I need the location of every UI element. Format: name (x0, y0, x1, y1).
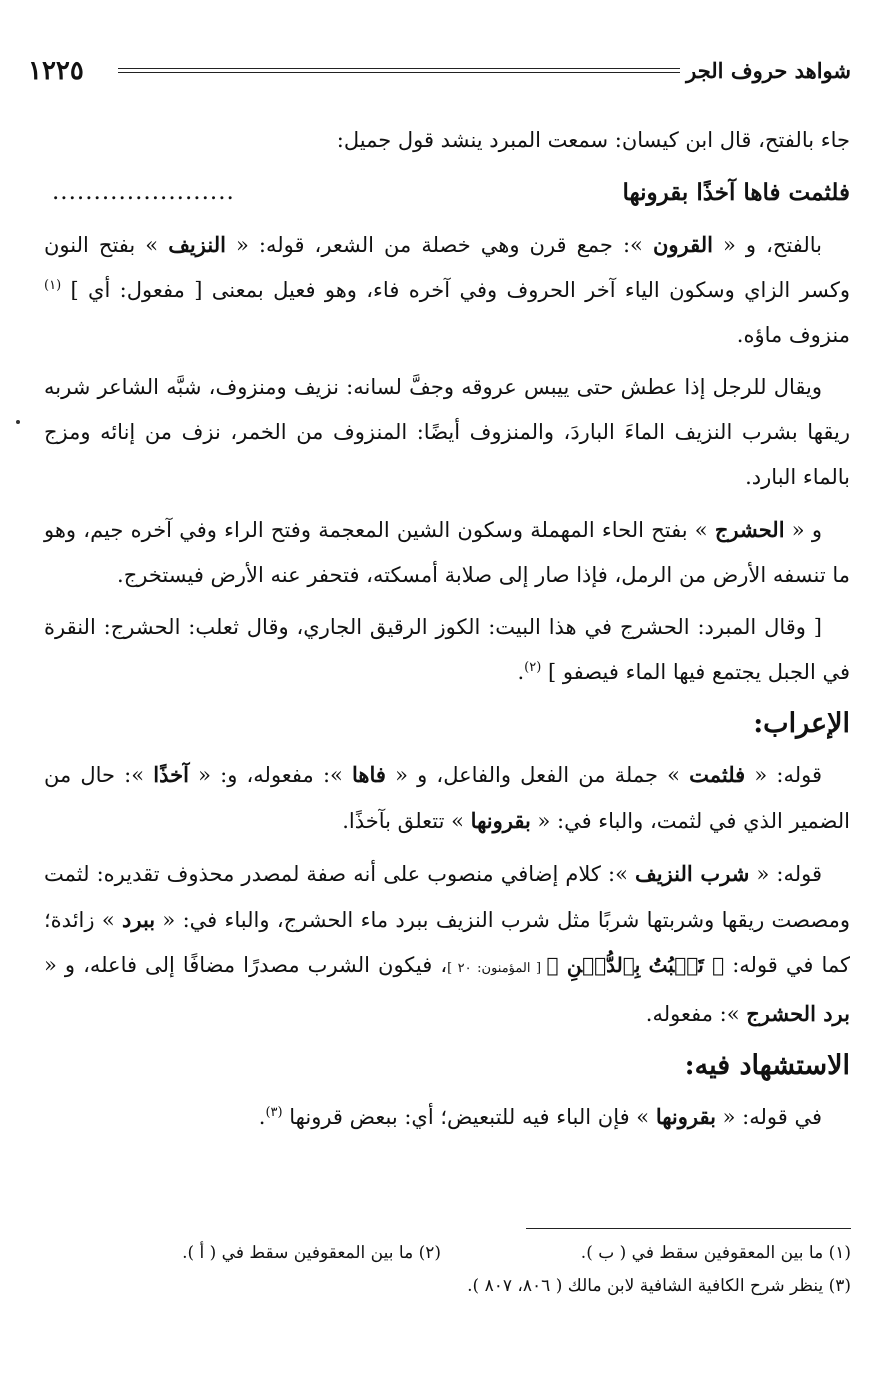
footnote-2: (٢) ما بين المعقوفين سقط في ( أ ). (182, 1243, 441, 1263)
quran-reference: [ المؤمنون: ٢٠ ] (447, 961, 547, 976)
footnote-ref-3: (٣) (265, 1105, 283, 1120)
page-number: ١٢٢٥ (28, 56, 84, 86)
footnote-ref-2: (٢) (524, 660, 542, 675)
quran-quote: ﴿ تَنۢبُتُ بِٱلدُّهۡنِ ﴾ (546, 953, 725, 977)
paragraph-1: جاء بالفتح، قال ابن كيسان: سمعت المبرد ينشد قول جميل: (336, 128, 850, 152)
running-header-title: شواهد حروف الجر (686, 58, 851, 83)
term-hashraj: الحشرج (714, 517, 785, 542)
term-naziif: النزيف (168, 232, 226, 257)
footnote-1: (١) ما بين المعقوفين سقط في ( ب ). (580, 1243, 851, 1263)
paragraph-8: في قوله: « بقرونها » فإن الباء فيه للتبعيض؛ أي: ببعض قرونها $^{(٣)}$. (258, 1104, 822, 1129)
paragraph-2: بالفتح، و « القرون »: جمع قرن وهي خصلة من الشعر، قوله: « النزيف » بفتح النون وكسر الزاي وسكون الياء آخر الحروف وفي آخره فاء، وهو فعيل بمعنى [ مفعول: أي ] $^{(١)}$ منزوف ماؤه. (44, 232, 850, 347)
verse-hemistich: فلثمت فاها آخذًا بقرونها (622, 179, 850, 206)
main-text (44, 118, 850, 1147)
paragraph-3: ويقال للرجل إذا عطش حتى ييبس عروقه وجفَّ لسانه: نزيف ومنزوف، شبَّه الشاعر شربه ريقها بشرب النزيف الماءَ الباردَ، والمنزوف أيضًا: المنزوف من الخمر، نزف من إنائه ومزج بالماء البارد. (44, 375, 850, 489)
footnote-3: (٣) ينظر شرح الكافية الشافية لابن مالك ( ٨٠٦، ٨٠٧ ). (467, 1276, 851, 1296)
footnote-ref-1: (١) (44, 278, 62, 293)
paragraph-7: قوله: « شرب النزيف »: كلام إضافي منصوب على أنه صفة لمصدر محذوف تقديره: لثمت ومصصت ريقها وشربتها شربًا مثل شرب النزيف ببرد ماء الحشرج، والباء في: « ببرد » زائدة؛ كما في قوله: ﴿ تَنۢبُتُ بِٱلدُّهۡنِ ﴾ [ المؤمنون: ٢٠ ]، فيكون الشرب مصدرًا مضافًا إلى فاعله، و « برد الحشرج »: مفعوله. (44, 861, 850, 1026)
heading-istishhad: الاستشهاد فيه: (684, 1050, 850, 1081)
poem-verse (44, 170, 850, 216)
term-qurun: القرون (652, 232, 713, 257)
paragraph-4: و « الحشرج » بفتح الحاء المهملة وسكون الشين المعجمة وفتح الراء وفي آخره جيم، وهو ما تنسفه الأرض من الرمل، فإذا صار إلى صلابة أمسكته، فتحفر عنه الأرض فيستخرج. (44, 517, 850, 587)
paragraph-6: قوله: « فلثمت » جملة من الفعل والفاعل، و « فاها »: مفعوله، و: « آخذًا »: حال من الضمير الذي في لثمت، والباء في: « بقرونها » تتعلق بآخذًا. (44, 762, 850, 833)
header-double-rule (118, 68, 680, 73)
paragraph-5: [ وقال المبرد: الحشرج في هذا البيت: الكوز الرقيق الجاري، وقال ثعلب: الحشرج: النقرة في الجبل يجتمع فيها الماء فيصفو ] $^{(٢)}$. (44, 615, 850, 684)
heading-irab: الإعراب: (753, 708, 850, 739)
margin-dot (16, 420, 20, 424)
footnote-separator (526, 1228, 851, 1229)
verse-ellipsis: ...................... (52, 179, 235, 205)
